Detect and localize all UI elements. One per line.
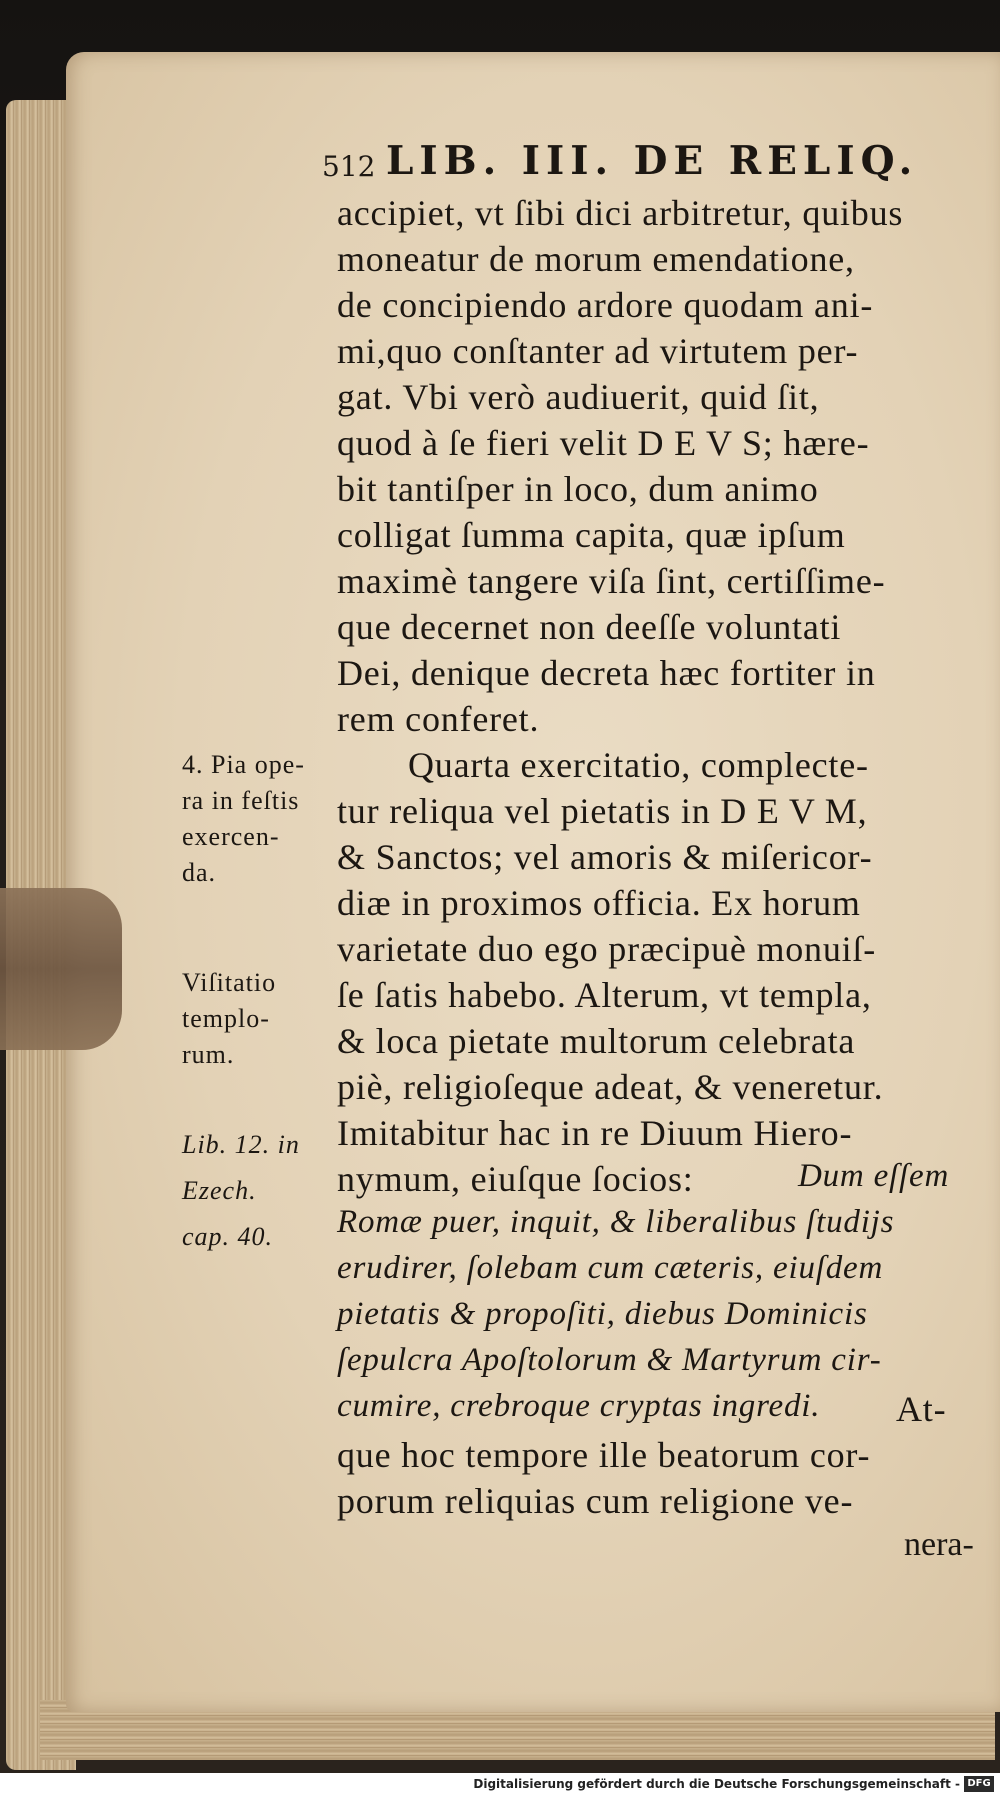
margin-note: templo- bbox=[182, 1004, 270, 1033]
margin-note: Ezech. bbox=[182, 1176, 257, 1205]
body-line: que decernet non deeſſe voluntati bbox=[337, 607, 842, 647]
body-line: colligat ſumma capita, quæ ipſum bbox=[337, 515, 846, 555]
body-line: Dei, denique decreta hæc fortiter in bbox=[337, 653, 876, 693]
quote-fragment: Dum eſſem bbox=[798, 1158, 950, 1194]
body-line: & loca pietate multorum celebrata bbox=[337, 1021, 856, 1061]
footer-credit: Digitalisierung gefördert durch die Deutsche Forschungsgemeinschaft - bbox=[473, 1777, 960, 1791]
margin-note: cap. 40. bbox=[182, 1222, 274, 1251]
body-line: & Sanctos; vel amoris & miſericor- bbox=[337, 837, 873, 877]
body-line: At- bbox=[896, 1389, 947, 1429]
body-line: Imitabitur hac in re Diuum Hiero- bbox=[337, 1113, 853, 1153]
catchword: nera- bbox=[904, 1526, 974, 1563]
quote-line: cumire, crebroque cryptas ingredi. bbox=[337, 1388, 821, 1424]
body-line: varietate duo ego præcipuè monuiſ- bbox=[337, 929, 877, 969]
body-line: piè, religioſeque adeat, & veneretur. bbox=[337, 1067, 884, 1107]
body-line: nymum, eiuſque ſocios: bbox=[337, 1159, 694, 1199]
body-line: quod à ſe fieri velit D E V S; hære- bbox=[337, 423, 870, 463]
body-line: ſe ſatis habebo. Alterum, vt templa, bbox=[337, 975, 872, 1015]
body-line: accipiet, vt ſibi dici arbitretur, quibus bbox=[337, 193, 904, 233]
page-number: 512 bbox=[322, 150, 376, 183]
margin-note: ra in feſtis bbox=[182, 786, 300, 815]
body-line: moneatur de morum emendatione, bbox=[337, 239, 855, 279]
margin-note: exercen- bbox=[182, 822, 280, 851]
body-line: de concipiendo ardore quodam ani- bbox=[337, 285, 874, 325]
body-line: maximè tangere viſa ſint, certiſſime- bbox=[337, 561, 886, 601]
bookmark-ribbon bbox=[0, 888, 122, 1050]
body-line: bit tantiſper in loco, dum animo bbox=[337, 469, 819, 509]
body-line: mi,quo conſtanter ad virtutem per- bbox=[337, 331, 859, 371]
quote-line: Romæ puer, inquit, & liberalibus ſtudijs bbox=[337, 1204, 895, 1240]
body-line: que hoc tempore ille beatorum cor- bbox=[337, 1435, 871, 1475]
dfg-logo: DFG bbox=[964, 1776, 994, 1792]
body-line: gat. Vbi verò audiuerit, quid ſit, bbox=[337, 377, 820, 417]
margin-note: Lib. 12. in bbox=[182, 1130, 300, 1159]
body-line: diæ in proximos officia. Ex horum bbox=[337, 883, 861, 923]
margin-note: da. bbox=[182, 858, 217, 887]
body-line: porum reliquias cum religione ve- bbox=[337, 1481, 854, 1521]
body-line: Quarta exercitatio, complecte- bbox=[408, 745, 869, 785]
quote-line: erudirer, ſolebam cum cæteris, eiuſdem bbox=[337, 1250, 884, 1286]
quote-line: pietatis & propoſiti, diebus Dominicis bbox=[337, 1296, 868, 1332]
body-line: tur reliqua vel pietatis in D E V M, bbox=[337, 791, 868, 831]
body-line: rem conferet. bbox=[337, 699, 540, 739]
margin-note: Viſitatio bbox=[182, 968, 277, 997]
running-title: LIB. III. DE RELIQ. bbox=[386, 138, 919, 184]
margin-note: rum. bbox=[182, 1040, 235, 1069]
margin-note: 4. Pia ope- bbox=[182, 750, 305, 779]
quote-line: ſepulcra Apoſtolorum & Martyrum cir- bbox=[337, 1342, 882, 1378]
